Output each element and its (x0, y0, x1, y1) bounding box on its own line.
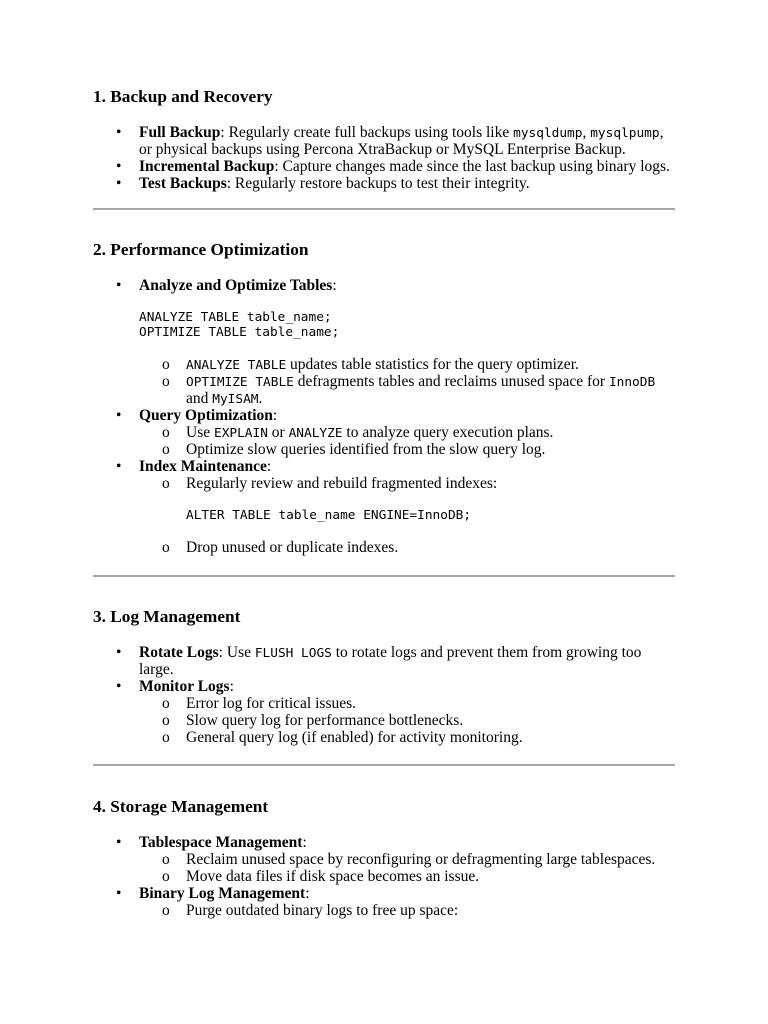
item-term: Binary Log Management (139, 884, 306, 902)
code-line: OPTIMIZE TABLE table_name; (139, 324, 340, 340)
sub-list-item (139, 475, 675, 523)
item-term: Tablespace Management (139, 833, 303, 851)
bullet-marker: • (116, 677, 122, 695)
item-text-run: to rotate logs and prevent them from growing too (331, 643, 642, 661)
sub-bullet-marker: o (162, 694, 170, 712)
item-text (139, 885, 675, 902)
sub-list (139, 475, 675, 556)
sub-list (139, 902, 675, 919)
item-text: General query log (if enabled) for activity monitoring. (186, 728, 523, 746)
sub-list-item (139, 373, 675, 407)
inline-code: ANALYZE TABLE (186, 357, 287, 373)
item-text-run: defragments tables and reclaims unused space for (293, 372, 609, 390)
sub-list-item (139, 851, 675, 868)
section-heading: 4. Storage Management (93, 797, 269, 816)
code-line: ALTER TABLE table_name ENGINE=InnoDB; (186, 507, 472, 523)
sub-list-item (139, 868, 675, 885)
bullet-marker: • (116, 406, 122, 424)
list-item-full-backup (93, 124, 675, 158)
sub-bullet-marker: o (162, 901, 170, 919)
bullet-list (93, 124, 675, 192)
sub-bullet-marker: o (162, 711, 170, 729)
bullet-marker: • (116, 174, 122, 192)
item-text-run: : (229, 677, 234, 695)
sub-list (139, 851, 675, 885)
item-text (139, 277, 675, 294)
section-divider (93, 764, 675, 766)
item-text-run: large. (139, 660, 174, 678)
sub-list (139, 695, 675, 746)
section-backup-and-recovery (93, 87, 675, 192)
item-text-run: : Use (218, 643, 255, 661)
sub-bullet-marker: o (162, 474, 170, 492)
bullet-list (93, 644, 675, 746)
item-text-run: . (258, 389, 263, 407)
inline-code: mysqlpump (590, 125, 660, 141)
item-text: Regularly review and rebuild fragmented indexes: (186, 474, 498, 492)
inline-code: EXPLAIN (213, 425, 268, 441)
section-storage-management (93, 797, 675, 919)
item-text (139, 407, 675, 424)
item-text (139, 175, 675, 192)
sub-list-item (139, 712, 675, 729)
sub-list-item (139, 356, 675, 373)
item-text (186, 424, 675, 441)
bullet-list (93, 277, 675, 556)
sub-bullet-marker: o (162, 867, 170, 885)
sub-list-item (139, 902, 675, 919)
item-text-run: and (186, 389, 213, 407)
item-text-run: : Capture changes made since the last backup using binary logs. (274, 157, 670, 175)
item-text (139, 158, 675, 175)
section-log-management (93, 607, 675, 746)
sub-list-item (139, 729, 675, 746)
list-item-tablespace-management (93, 834, 675, 885)
sub-list (139, 424, 675, 458)
code-block (139, 310, 675, 340)
sub-list-item (139, 424, 675, 441)
sub-bullet-marker: o (162, 538, 170, 556)
item-text (139, 678, 675, 695)
sub-list (139, 356, 675, 407)
item-text-run: : (332, 276, 337, 294)
item-text-run: or (267, 423, 289, 441)
item-text-run: Use (186, 423, 214, 441)
item-text-run: , (659, 123, 664, 141)
list-item-monitor-logs (93, 678, 675, 746)
item-text (139, 834, 675, 851)
item-text: Drop unused or duplicate indexes. (186, 538, 399, 556)
item-term: Query Optimization (139, 406, 273, 424)
section-performance-optimization (93, 240, 675, 556)
item-term: Monitor Logs (139, 677, 230, 695)
bullet-marker: • (116, 157, 122, 175)
inline-code: InnoDB (608, 374, 656, 390)
inline-code: MyISAM (212, 391, 259, 407)
inline-code: mysqldump (513, 125, 583, 141)
sub-bullet-marker: o (162, 372, 170, 390)
list-item-analyze-optimize-tables (93, 277, 675, 407)
list-item-test-backups (93, 175, 675, 192)
item-text: Error log for critical issues. (186, 694, 357, 712)
section-divider (93, 208, 675, 210)
item-text (139, 644, 675, 678)
sub-list-item (139, 441, 675, 458)
bullet-marker: • (116, 833, 122, 851)
inline-code: OPTIMIZE TABLE (186, 374, 294, 390)
list-item-rotate-logs (93, 644, 675, 678)
code-line: ANALYZE TABLE table_name; (139, 309, 332, 325)
bullet-marker: • (116, 643, 122, 661)
item-text: Purge outdated binary logs to free up space: (186, 901, 459, 919)
bullet-list (93, 834, 675, 919)
sub-bullet-marker: o (162, 440, 170, 458)
item-text: Optimize slow queries identified from the slow query log. (186, 440, 546, 458)
list-item-index-maintenance (93, 458, 675, 556)
item-text (186, 373, 675, 407)
section-heading: 1. Backup and Recovery (93, 87, 273, 106)
list-item-query-optimization (93, 407, 675, 458)
inline-code: ANALYZE (288, 425, 343, 441)
list-item-incremental-backup (93, 158, 675, 175)
item-term: Full Backup (139, 123, 221, 141)
bullet-marker: • (116, 884, 122, 902)
item-term: Rotate Logs (139, 643, 219, 661)
item-text-run: updates table statistics for the query optimizer. (286, 355, 579, 373)
inline-code: FLUSH LOGS (254, 645, 332, 661)
bullet-marker: • (116, 457, 122, 475)
item-text-run: : (302, 833, 307, 851)
item-term: Incremental Backup (139, 157, 275, 175)
item-text (139, 124, 675, 158)
sub-bullet-marker: o (162, 355, 170, 373)
item-text: Reclaim unused space by reconfiguring or defragmenting large tablespaces. (186, 850, 656, 868)
bullet-marker: • (116, 276, 122, 294)
item-text-run: to analyze query execution plans. (342, 423, 554, 441)
item-text-run: or physical backups using Percona XtraBackup or MySQL Enterprise Backup. (139, 140, 626, 158)
item-text-run: : Regularly restore backups to test their integrity. (226, 174, 530, 192)
sub-bullet-marker: o (162, 423, 170, 441)
sub-bullet-marker: o (162, 850, 170, 868)
item-text (139, 458, 675, 475)
sub-list-item (139, 695, 675, 712)
item-text-run: : (305, 884, 310, 902)
item-text-run: : Regularly create full backups using tools like (220, 123, 514, 141)
item-text: Slow query log for performance bottlenecks. (186, 711, 464, 729)
item-term: Index Maintenance (139, 457, 267, 475)
list-item-binary-log-management (93, 885, 675, 919)
section-heading: 2. Performance Optimization (93, 240, 309, 259)
item-text-run: , (582, 123, 591, 141)
code-block (186, 508, 675, 523)
section-heading: 3. Log Management (93, 607, 241, 626)
sub-list-item (139, 539, 675, 556)
item-term: Test Backups (139, 174, 227, 192)
item-text (186, 356, 675, 373)
section-divider (93, 575, 675, 577)
item-text-run: : (266, 457, 272, 475)
sub-bullet-marker: o (162, 728, 170, 746)
item-term: Analyze and Optimize Tables (139, 276, 333, 294)
bullet-marker: • (116, 123, 122, 141)
item-text: Move data files if disk space becomes an issue. (186, 867, 480, 885)
item-text-run: : (272, 406, 278, 424)
